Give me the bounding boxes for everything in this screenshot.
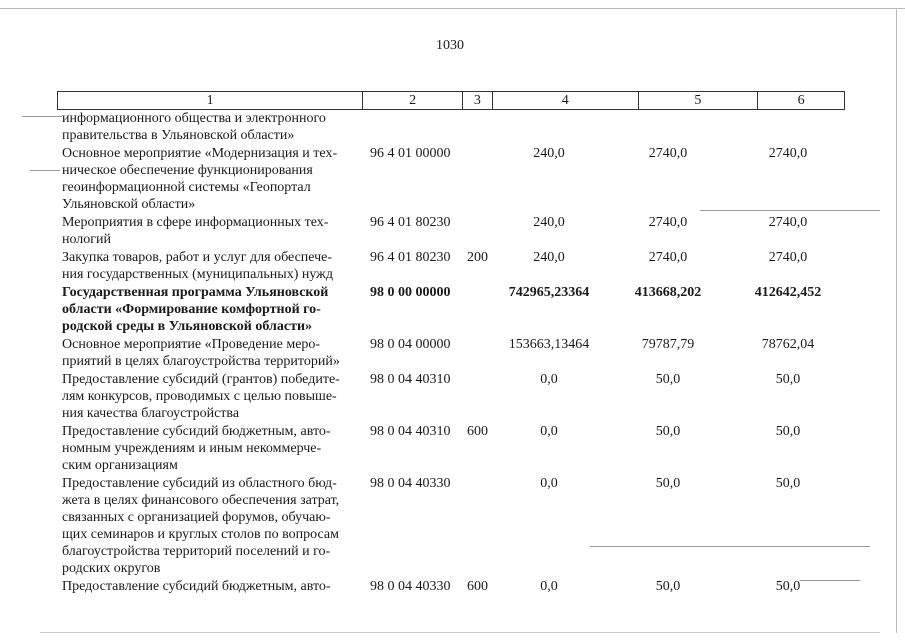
expense-type-code: 600 [467,424,488,439]
table-row-description [62,423,358,474]
scan-artifact-line [590,546,870,547]
amount-col-5: 50,0 [655,372,681,387]
scan-artifact-line [700,210,880,211]
classification-code: 96 4 01 00000 [370,146,451,161]
description-line: Основное мероприятие «Модернизация и тех- [62,146,338,161]
amount-col-5: 413668,202 [634,285,702,300]
amount-col-6: 412642,452 [754,285,822,300]
header-col-6: 6 [797,92,805,108]
amount-col-5: 79787,79 [641,337,695,352]
amount-col-6: 50,0 [775,372,801,387]
header-col-1: 1 [58,92,363,109]
classification-code: 98 0 04 40310 [370,372,451,387]
table-row-description [62,249,358,283]
scan-artifact-line [40,632,880,633]
classification-code: 98 0 00 00000 [370,285,451,300]
page-number: 1030 [436,38,464,53]
description-line: Предоставление субсидий бюджетным, авто- [62,424,331,439]
amount-col-4: 0,0 [540,372,558,387]
description-line: ническое обеспечение функционирования [62,163,313,178]
amount-col-6: 78762,04 [761,337,815,352]
amount-col-5: 50,0 [655,424,681,439]
amount-col-6: 2740,0 [768,250,808,265]
scan-artifact-line [800,580,860,581]
description-line: ния государственных (муниципальных) нужд [62,267,333,282]
amount-col-6: 50,0 [775,579,801,594]
description-line: геоинформационной системы «Геопортал [62,180,311,195]
description-line: жета в целях финансового обеспечения затрат, [62,493,340,508]
description-line: Основное мероприятие «Проведение меро- [62,337,321,352]
page-frame-right [896,8,897,633]
classification-code: 96 4 01 80230 [370,250,451,265]
description-line: лям конкурсов, проводимых с целью повыше- [62,389,337,404]
description-line: ния качества благоустройства [62,406,240,421]
classification-code: 96 4 01 80230 [370,215,451,230]
classification-code: 98 0 04 40310 [370,424,451,439]
description-line: Ульяновской области» [62,197,196,212]
description-line: Предоставление субсидий из областного бюд- [62,476,337,491]
scan-artifact-line [22,116,62,117]
classification-code: 98 0 04 00000 [370,337,451,352]
page-frame-top [0,8,905,9]
table-header-row [57,91,845,110]
scan-artifact-line [30,170,60,171]
description-line: Государственная программа Ульяновской [62,285,329,300]
header-col-2: 2 [363,92,463,109]
amount-col-4: 240,0 [533,250,565,265]
description-line: связанных с организацией форумов, обучаю- [62,510,331,525]
table-row-description [62,578,358,595]
amount-col-5: 50,0 [655,579,681,594]
description-line: родских округов [62,561,161,576]
header-col-5: 5 [639,92,759,109]
table-row-description [62,336,358,370]
table-row-description [62,475,358,577]
description-line: благоустройства территорий поселений и го- [62,544,331,559]
header-col-4: 4 [493,92,639,109]
table-row-description [62,284,358,335]
description-line: нологий [62,232,112,247]
amount-col-6: 2740,0 [768,215,808,230]
amount-col-5: 2740,0 [648,250,688,265]
amount-col-6: 2740,0 [768,146,808,161]
description-line: приятий в целях благоустройства территорий» [62,354,340,369]
description-line: Предоставление субсидий бюджетным, авто- [62,579,331,594]
description-line: ским организациям [62,458,178,473]
description-line: номным учреждениям и иным некоммерче- [62,441,322,456]
description-line: области «Формирование комфортной го- [62,302,321,317]
table-row-description [62,110,358,144]
description-line: информационного общества и электронного [62,111,326,126]
amount-col-4: 0,0 [540,424,558,439]
description-line: щих семинаров и круглых столов по вопросам [62,527,339,542]
description-line: Мероприятия в сфере информационных тех- [62,215,329,230]
classification-code: 98 0 04 40330 [370,579,451,594]
amount-col-4: 742965,23364 [508,285,590,300]
description-line: родской среды в Ульяновской области» [62,319,313,334]
amount-col-4: 240,0 [533,215,565,230]
amount-col-4: 0,0 [540,579,558,594]
table-row-description [62,371,358,422]
expense-type-code: 200 [467,250,488,265]
description-line: Предоставление субсидий (грантов) победите- [62,372,340,387]
amount-col-4: 0,0 [540,476,558,491]
expense-type-code: 600 [467,579,488,594]
description-line: Закупка товаров, работ и услуг для обеспече- [62,250,333,265]
description-line: правительства в Ульяновской области» [62,128,295,143]
header-col-3: 3 [463,92,493,109]
table-row-description [62,214,358,248]
amount-col-5: 2740,0 [648,146,688,161]
amount-col-6: 50,0 [775,476,801,491]
amount-col-5: 50,0 [655,476,681,491]
classification-code: 98 0 04 40330 [370,476,451,491]
amount-col-4: 153663,13464 [508,337,590,352]
table-row-description [62,145,358,213]
amount-col-6: 50,0 [775,424,801,439]
amount-col-5: 2740,0 [648,215,688,230]
amount-col-4: 240,0 [533,146,565,161]
